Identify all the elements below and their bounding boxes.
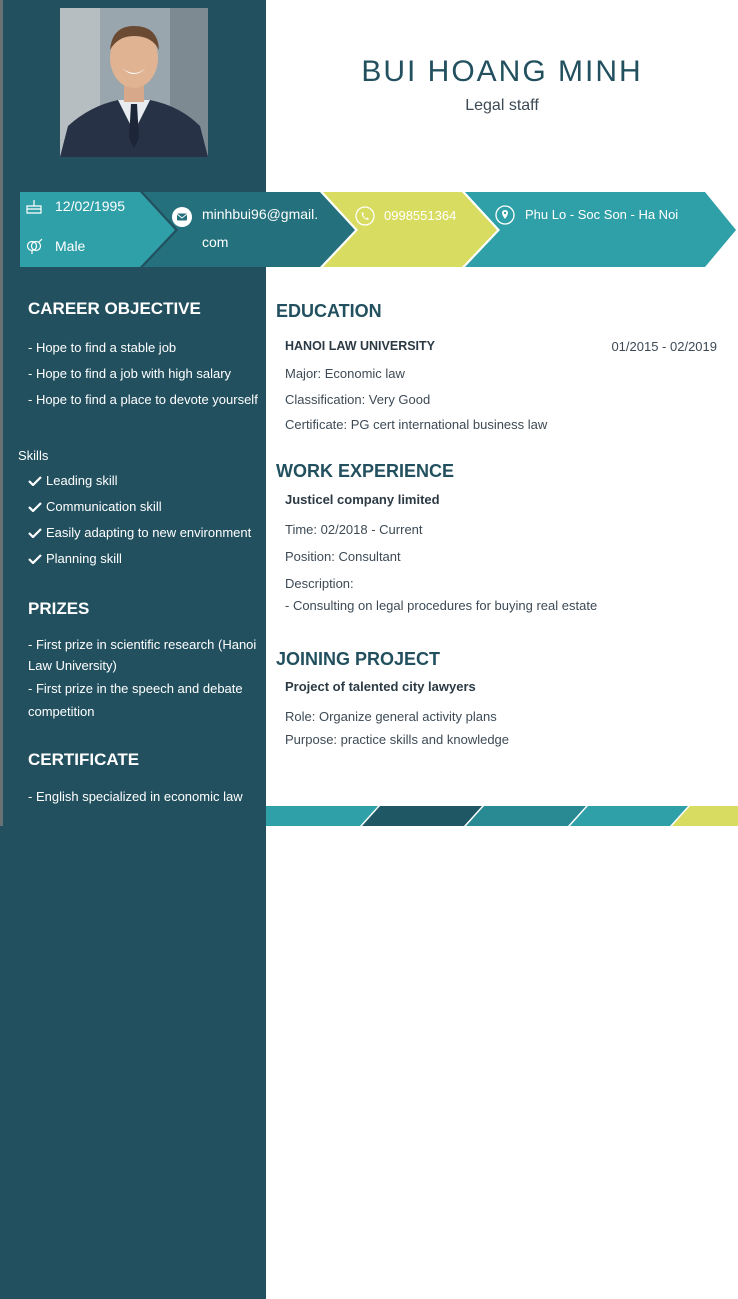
skills-heading: Skills xyxy=(18,448,49,463)
prize-line: - First prize in scientific research (Hanoi xyxy=(28,637,257,652)
skill-label: Planning skill xyxy=(46,551,122,566)
work-experience-heading: WORK EXPERIENCE xyxy=(276,461,455,481)
phone-text[interactable]: 0998551364 xyxy=(384,208,457,223)
skill-label: Communication skill xyxy=(46,499,162,514)
check-icon xyxy=(28,502,42,512)
skill-item xyxy=(28,499,162,514)
career-item: - Hope to find a job with high salary xyxy=(28,366,232,381)
address-text: Phu Lo - Soc Son - Ha Noi xyxy=(525,207,679,222)
skill-label: Easily adapting to new environment xyxy=(46,525,252,540)
skill-item xyxy=(28,473,118,488)
skill-label: Leading skill xyxy=(46,473,118,488)
location-pin-icon xyxy=(495,205,515,225)
skill-item xyxy=(28,525,251,540)
skill-item xyxy=(28,551,122,566)
gender-icon xyxy=(25,238,43,254)
candidate-name: BUI HOANG MINH xyxy=(361,55,643,88)
birthday-cake-icon xyxy=(25,198,43,214)
project-role: Role: Organize general activity plans xyxy=(285,709,497,724)
decorative-strip xyxy=(266,806,738,826)
project-purpose: Purpose: practice skills and knowledge xyxy=(285,732,510,747)
certificate-heading: CERTIFICATE xyxy=(28,750,140,769)
education-major: Major: Economic law xyxy=(285,366,405,381)
job-title: Legal staff xyxy=(465,97,539,114)
joining-project-heading: JOINING PROJECT xyxy=(276,649,441,669)
school-name: HANOI LAW UNIVERSITY xyxy=(285,339,436,353)
prizes-heading: PRIZES xyxy=(28,599,90,618)
prize-line: competition xyxy=(28,704,95,719)
email-line-2[interactable]: com xyxy=(202,234,229,250)
education-classification: Classification: Very Good xyxy=(285,392,431,407)
check-icon xyxy=(28,528,42,538)
certificate-item: - English specialized in economic law xyxy=(28,789,243,804)
phone-icon xyxy=(355,206,375,226)
birthday-text: 12/02/1995 xyxy=(55,198,126,214)
career-item: - Hope to find a stable job xyxy=(28,340,177,355)
sidebar-edge xyxy=(0,0,3,826)
profile-photo xyxy=(60,8,208,157)
ribbon-segment-address xyxy=(465,192,736,267)
check-icon xyxy=(28,476,42,486)
education-certificate: Certificate: PG cert international business law xyxy=(285,417,548,432)
work-position: Position: Consultant xyxy=(285,549,401,564)
email-icon xyxy=(172,207,192,227)
career-item: - Hope to find a place to devote yourself xyxy=(28,392,258,407)
education-heading: EDUCATION xyxy=(276,301,382,321)
prize-line: - First prize in the speech and debate xyxy=(28,681,243,696)
prize-line: Law University) xyxy=(28,658,117,673)
contact-ribbon xyxy=(0,190,738,270)
education-period: 01/2015 - 02/2019 xyxy=(611,339,717,354)
check-icon xyxy=(28,554,42,564)
company-name: Justicel company limited xyxy=(285,492,440,507)
work-time: Time: 02/2018 - Current xyxy=(285,522,423,537)
gender-text: Male xyxy=(55,238,86,254)
project-name: Project of talented city lawyers xyxy=(285,679,476,694)
career-objective-heading: CAREER OBJECTIVE xyxy=(28,299,201,318)
work-description-label: Description: xyxy=(285,576,354,591)
email-line-1[interactable]: minhbui96@gmail. xyxy=(202,206,319,222)
work-description: - Consulting on legal procedures for buying real estate xyxy=(285,598,598,613)
